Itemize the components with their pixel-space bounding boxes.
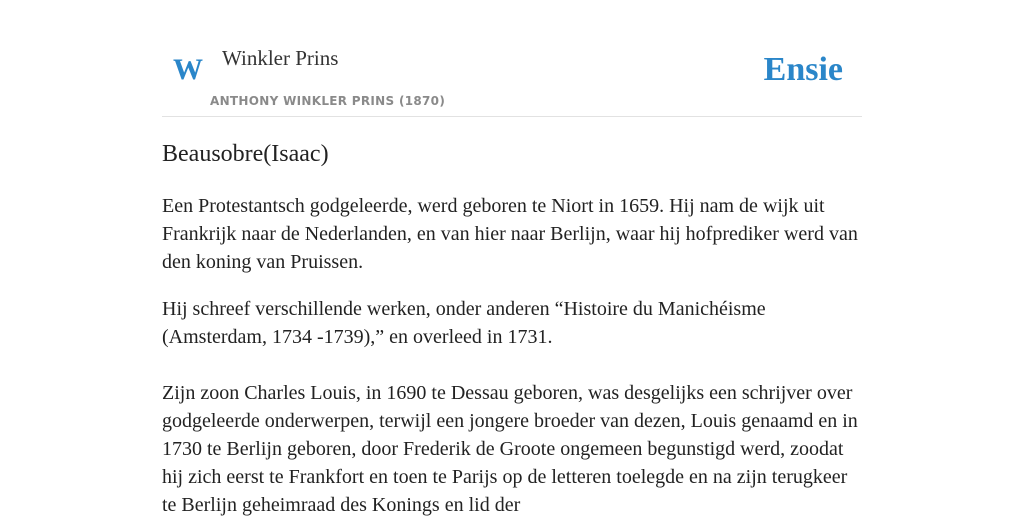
article-paragraph-2: Hij schreef verschillende werken, onder anderen “Histoire du Manichéisme (Amsterdam, 1734 -1739),” en overleed in 1731. — [162, 298, 766, 348]
article-title: Beausobre(Isaac) — [162, 141, 329, 167]
source-logo-icon[interactable]: W — [173, 53, 203, 86]
article-paragraph-3: Zijn zoon Charles Louis, in 1690 te Dessau geboren, was desgelijks een schrijver over godgeleerde onderwerpen, terwijl een jongere broeder van dezen, Louis genaamd en in 1730 te Berlijn geboren, door Frederik de Groote ongemeen begunstigd werd, zoodat hij zich eerst te Frankfort en toen te Parijs op de letteren toelegde en na zijn terugkeer te Berlijn geheimraad des Konings en lid der — [162, 382, 858, 516]
ensie-logo-link[interactable]: Ensie — [763, 51, 843, 88]
source-title-link[interactable]: Winkler Prins — [222, 46, 339, 70]
source-subtitle: ANTHONY WINKLER PRINS (1870) — [210, 94, 446, 108]
site-header — [162, 0, 862, 117]
article-paragraph-1: Een Protestantsch godgeleerde, werd geboren te Niort in 1659. Hij nam de wijk uit Frankrijk naar de Nederlanden, en van hier naar Berlijn, waar hij hofprediker werd van den koning van Pruissen. — [162, 195, 858, 273]
article-content — [162, 138, 862, 519]
